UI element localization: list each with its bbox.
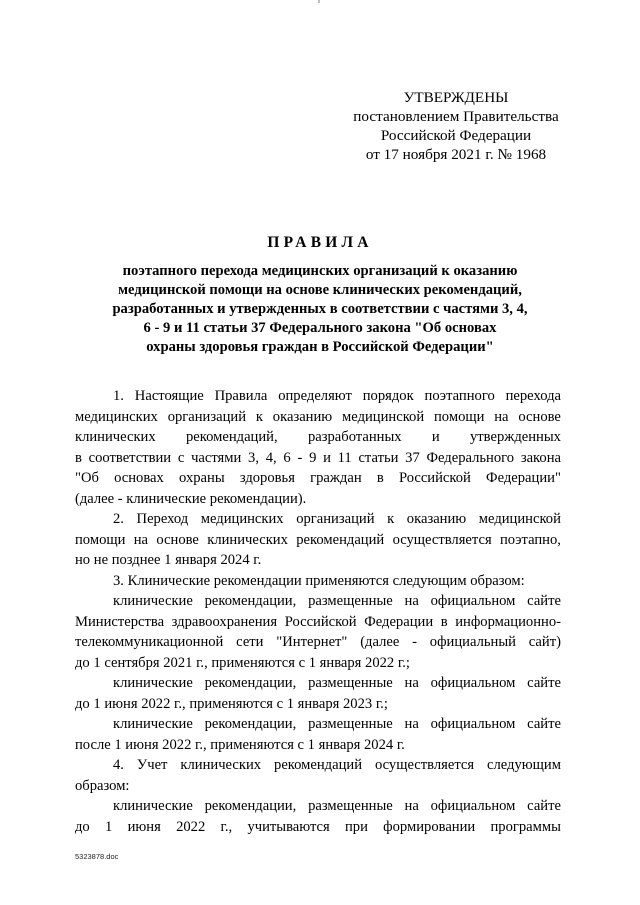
body-word: размещенные [308, 675, 393, 691]
body-word: частями [191, 449, 242, 466]
body-word: следующим [487, 757, 561, 773]
body-word: 11 [337, 449, 352, 466]
body-line: образом: [75, 777, 130, 794]
body-word: 6 [283, 449, 291, 466]
subtitle-line: поэтапного перехода медицинских организаций к оказанию [122, 263, 518, 279]
body-word: оказанию [406, 511, 467, 527]
subtitle-line: разработанных и утвержденных в соответствии с частями 3, 4, [112, 301, 528, 317]
body-word: порядок [362, 388, 414, 404]
body-word: охраны [179, 470, 225, 486]
body-word: граждан [310, 470, 362, 486]
body-word: помощи [75, 531, 126, 548]
body-word: на [404, 716, 419, 732]
body-word: определяют [278, 388, 352, 404]
body-word: на [404, 675, 419, 691]
body-word: сайте [527, 593, 561, 609]
body-word: рекомендации, [204, 798, 297, 814]
body-word: организаций [296, 511, 375, 527]
body-word: Российской [398, 470, 471, 486]
body-word: официальном [430, 593, 516, 609]
body-word: Федерации [364, 613, 434, 630]
body-line: но не позднее 1 января 2024 г. [75, 552, 262, 568]
body-word: сайте [527, 798, 561, 814]
body-word: клинические [113, 675, 193, 691]
body-word: "Интернет" [276, 634, 348, 650]
body-word: Правила [214, 388, 268, 404]
body-word: 2. [113, 511, 124, 527]
body-word: 2022 [176, 818, 206, 835]
body-line: 3. Клинические рекомендации применяются следующим образом: [113, 572, 525, 589]
body-word: размещенные [308, 593, 393, 609]
body-word: здоровья [239, 470, 295, 486]
body-line [75, 796, 561, 817]
body-word: размещенные [308, 716, 393, 732]
body-word: закона [520, 449, 561, 466]
body-word: осуществляется [374, 757, 475, 773]
body-line [75, 448, 561, 469]
body-word: Федерации" [486, 470, 561, 486]
body-word: рекомендаций [296, 531, 385, 548]
approval-stamp [330, 88, 582, 164]
body-word: г., [220, 818, 233, 835]
body-word: 4, [265, 449, 277, 466]
body-word: медицинской [478, 511, 561, 527]
subtitle-line: 6 - 9 и 11 статьи 37 Федерального закона "Об основах [143, 320, 497, 336]
body-line [75, 714, 561, 735]
body-word: Министерства [75, 613, 165, 630]
body-line: (далее - клинические рекомендации). [75, 490, 307, 507]
body-word: медицинских [75, 408, 158, 425]
body-word: статьи [358, 449, 399, 466]
body-word: медицинской [342, 408, 425, 425]
body-word: и [323, 449, 331, 466]
body-line [75, 427, 561, 448]
body-word: официальном [430, 716, 516, 732]
body-word: на [404, 798, 419, 814]
body-word: на [494, 408, 509, 425]
subtitle-line: охраны здоровья граждан в Российской Федерации" [146, 339, 494, 355]
body-word: основе [156, 531, 199, 548]
body-word: соответствии [88, 449, 172, 466]
body-line [75, 612, 561, 633]
approval-line: постановлением Правительства [353, 108, 559, 125]
body-word: Настоящие [134, 388, 204, 404]
body-word: клинических [75, 429, 156, 445]
body-word: 9 [309, 449, 317, 466]
body-line [75, 386, 561, 407]
document-subtitle [90, 262, 550, 357]
body-word: официальный [429, 634, 516, 650]
body-word: 4. [113, 757, 124, 773]
body-word: учитываются [247, 818, 330, 835]
body-word: клинические [113, 798, 193, 814]
body-line [75, 468, 561, 489]
approval-date: от 17 ноября 2021 г. № 1968 [365, 146, 547, 163]
body-word: оказанию [272, 408, 333, 425]
body-word: рекомендаций, [185, 429, 278, 445]
body-word: официальном [430, 798, 516, 814]
body-word: сайте [527, 716, 561, 732]
body-line: после 1 июня 2022 г., применяются с 1 января 2024 г. [75, 736, 405, 753]
body-word: в [75, 449, 82, 466]
body-word: помощи [434, 408, 485, 425]
body-word: официальном [430, 675, 516, 691]
body-word: медицинских [200, 511, 284, 527]
scan-mark [318, 0, 320, 3]
body-word: основе [518, 408, 561, 425]
body-word: на [404, 593, 419, 609]
body-word: поэтапно, [499, 531, 561, 548]
approval-line: Российской Федерации [380, 127, 532, 144]
body-word: телекоммуникационной [75, 634, 224, 650]
body-word: - [297, 449, 303, 466]
body-word: разработанных [307, 429, 402, 445]
body-word: рекомендации, [204, 716, 297, 732]
body-word: основах [114, 470, 164, 486]
body-word: размещенные [308, 798, 393, 814]
body-word: информационно- [455, 613, 561, 630]
document-title: ПРАВИЛА [267, 234, 373, 251]
body-word: сети [236, 634, 264, 650]
body-word: на [133, 531, 149, 548]
body-word: утвержденных [470, 429, 561, 445]
body-word: Российской [284, 613, 357, 630]
body-word: клинические [113, 593, 193, 609]
body-word: - [412, 634, 417, 650]
body-word: в [376, 470, 384, 486]
body-word: программы [490, 818, 561, 835]
body-word: 3, [248, 449, 259, 466]
body-word: в [440, 613, 448, 630]
body-word: "Об [75, 470, 99, 486]
body-word: и [431, 429, 440, 445]
body-line [75, 817, 561, 838]
body-line [75, 407, 561, 428]
body-word: клинические [113, 716, 193, 732]
body-word: 1 [105, 818, 113, 835]
body-word: при [344, 818, 368, 835]
body-word: поэтапного [424, 388, 495, 404]
body-word: с [177, 449, 185, 466]
body-word: перехода [505, 388, 561, 404]
body-word: клинических [207, 531, 288, 548]
body-line: до 1 сентября 2021 г., применяются с 1 января 2022 г.; [75, 654, 410, 671]
body-word: рекомендации, [204, 593, 297, 609]
body-word: рекомендации, [204, 675, 297, 691]
approval-heading: УТВЕРЖДЕНЫ [403, 89, 509, 106]
body-line [75, 673, 561, 694]
body-word: клинических [180, 757, 262, 773]
body-word: осуществляется [392, 531, 492, 548]
body-word: организаций [167, 408, 247, 425]
body-line [75, 509, 561, 530]
body-word: Переход [136, 511, 189, 527]
body-word: к [255, 408, 263, 425]
body-line [75, 530, 561, 551]
body-word: сайте [527, 675, 561, 691]
body-line [75, 591, 561, 612]
body-word: 1. [113, 388, 124, 404]
subtitle-line: медицинской помощи на основе клинических рекомендаций, [118, 282, 522, 298]
body-word: формировании [383, 818, 476, 835]
body-word: рекомендаций [274, 757, 363, 773]
document-body [75, 386, 561, 837]
body-word: до [75, 818, 90, 835]
body-line [75, 755, 561, 776]
body-word: июня [127, 818, 161, 835]
body-word: здравоохранения [171, 613, 278, 630]
body-line [75, 632, 561, 653]
file-name-footer: 5323878.doc [75, 852, 119, 861]
body-word: Учет [136, 757, 168, 773]
body-word: к [387, 511, 395, 527]
body-word: 37 [405, 449, 420, 466]
body-word: Федерального [426, 449, 515, 466]
body-word: (далее [360, 634, 400, 650]
body-word: сайт) [528, 634, 561, 650]
body-line: до 1 июня 2022 г., применяются с 1 января 2023 г.; [75, 695, 388, 712]
